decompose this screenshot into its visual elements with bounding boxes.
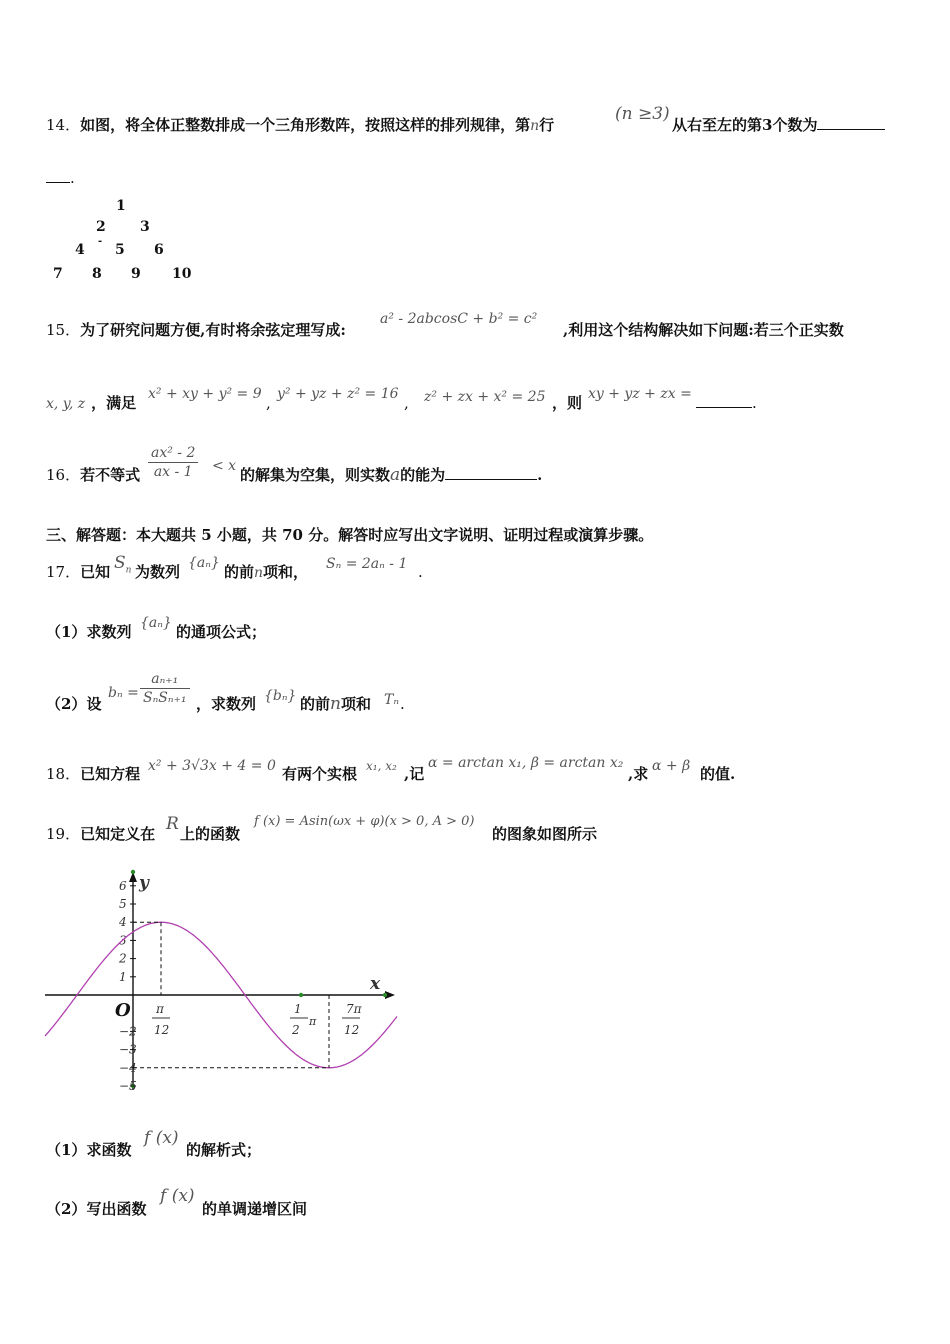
q17-p2-bn-set: {bₙ} bbox=[264, 688, 297, 704]
q15-then: ，则 bbox=[552, 394, 583, 412]
y-tick-label: 1 bbox=[119, 969, 127, 984]
q17-text-c: 的前n项和， bbox=[224, 563, 309, 581]
sine-graph bbox=[40, 862, 440, 1102]
y-tick-label: 5 bbox=[119, 897, 127, 911]
q16-line: 16．若不等式 bbox=[46, 466, 141, 484]
y-tick-label: 3 bbox=[119, 933, 127, 948]
x-tick-numerator: π bbox=[156, 1002, 164, 1016]
tri-3: 3 bbox=[140, 219, 150, 235]
q19-R: R bbox=[166, 814, 179, 834]
q18-roots: x₁, x₂ bbox=[366, 759, 397, 773]
q16-text-b: 的解集为空集，则实数a的能为 . bbox=[240, 465, 543, 485]
q17-p1-an: {aₙ} bbox=[140, 615, 172, 631]
q15-line-1-tail: ,利用这个结构解决如下问题:若三个正实数 bbox=[563, 321, 844, 339]
y-axis-label: y bbox=[139, 873, 149, 893]
q16-rhs: < x bbox=[212, 458, 237, 474]
q19-p1-text-b: 的解析式； bbox=[186, 1141, 262, 1159]
q16-fraction: $\frac{\text{ax² - 2}}{ax - 1}$ bbox=[148, 444, 198, 481]
q15-sep2: , bbox=[404, 394, 409, 412]
q15-eq3: z² + zx + x² = 25 bbox=[424, 389, 546, 405]
q18-equation: x² + 3√3x + 4 = 0 bbox=[148, 758, 276, 774]
q19-p2-text-b: 的单调递增区间 bbox=[202, 1200, 308, 1218]
q19-text-c: 的图象如图所示 bbox=[492, 825, 598, 843]
q17-eq: Sₙ = 2aₙ - 1 bbox=[326, 556, 408, 572]
q17-tail: . bbox=[418, 563, 423, 581]
y-tick-label: 2 bbox=[119, 951, 127, 966]
q15-target: xy + yz + zx = bbox=[588, 386, 692, 402]
q15-line-2: x, y, z ，满足 bbox=[46, 394, 137, 412]
y-axis-end-dot bbox=[131, 870, 135, 874]
q17-p1-text-b: 的通项公式； bbox=[176, 623, 267, 641]
q17-part2: （2）设 bbox=[46, 695, 102, 713]
q15-answer[interactable]: . bbox=[696, 393, 757, 413]
q19-func: f (x) = Asin(ωx + φ)(x > 0, A > 0) bbox=[254, 814, 475, 829]
x-tick-denominator: 12 bbox=[344, 1023, 360, 1037]
q18-text-d: ,求 bbox=[628, 765, 649, 783]
q17-text-b: 为数列 bbox=[135, 563, 181, 581]
q17-Sn: $S_n$ bbox=[114, 553, 132, 576]
q19-p1-f: f (x) bbox=[144, 1128, 179, 1148]
q14-condition: (n ≥3) bbox=[615, 104, 670, 124]
x-axis-end-dot bbox=[383, 993, 387, 997]
q17-p2-bn: bₙ = bbox=[108, 685, 139, 701]
tri-8: 8 bbox=[92, 266, 102, 282]
y-tick-label: −4 bbox=[119, 1060, 137, 1075]
q14-answer-blank[interactable] bbox=[817, 129, 885, 130]
q15-formula: a² - 2abcosC + b² = c² bbox=[380, 311, 538, 327]
q14-line-tail: 从右至左的第3个数为 bbox=[672, 115, 885, 135]
q17-p2-tail: . bbox=[400, 695, 405, 713]
origin-label: O bbox=[115, 1000, 131, 1021]
x-axis-label: x bbox=[370, 974, 381, 994]
q18-text-e: 的值. bbox=[700, 765, 736, 783]
q19-text-b: 上的函数 bbox=[180, 825, 241, 843]
tri-5: 5 bbox=[115, 242, 125, 258]
q14-line: 14．如图，将全体正整数排成一个三角形数阵，按照这样的排列规律，第n行 bbox=[46, 116, 555, 134]
y-tick-label: 4 bbox=[119, 915, 127, 930]
q15-line-1: 15．为了研究问题方便,有时将余弦定理写成: bbox=[46, 321, 346, 339]
q14-blank-continued[interactable]: . bbox=[46, 168, 75, 188]
y-tick-label: −2 bbox=[119, 1024, 137, 1039]
q18-text-b: 有两个实根 bbox=[282, 765, 358, 783]
q19-part2: （2）写出函数 bbox=[46, 1200, 147, 1218]
tri-9: 9 bbox=[131, 266, 141, 282]
y-tick-label: −5 bbox=[119, 1079, 137, 1093]
tri-4: 4 bbox=[75, 242, 85, 258]
q17-p2-fraction: aₙ₊₁ SₙSₙ₊₁ bbox=[140, 670, 190, 707]
y-tick-label: 6 bbox=[119, 878, 127, 893]
y-tick-label: −3 bbox=[119, 1042, 137, 1057]
tri-dot: - bbox=[98, 236, 103, 247]
q18-defs: α = arctan x₁, β = arctan x₂ bbox=[428, 755, 624, 771]
q17-p2-text-b: ，求数列 bbox=[196, 695, 257, 713]
tri-6: 6 bbox=[154, 242, 164, 258]
q14-number: 14． bbox=[46, 116, 81, 134]
x-tick-numerator: 1 bbox=[294, 1002, 302, 1016]
x-tick-numerator: 7π bbox=[346, 1002, 362, 1016]
q15-sep1: , bbox=[266, 394, 271, 412]
q17-p2-Tn: Tₙ bbox=[384, 692, 400, 708]
x-tick-dot bbox=[299, 993, 303, 997]
tri-10: 10 bbox=[172, 266, 192, 282]
q15-eq2: y² + yz + z² = 16 bbox=[277, 386, 399, 402]
tri-7: 7 bbox=[53, 266, 63, 282]
q17-an: {aₙ} bbox=[188, 555, 220, 571]
section-3-heading: 三、解答题：本大题共 5 小题，共 70 分。解答时应写出文字说明、证明过程或演算步骤。 bbox=[46, 526, 654, 544]
q19-part1: （1）求函数 bbox=[46, 1141, 132, 1159]
tri-2: 2 bbox=[96, 219, 106, 235]
x-tick-suffix: π bbox=[309, 1015, 317, 1028]
x-tick-denominator: 2 bbox=[292, 1023, 300, 1037]
q16-answer-blank[interactable] bbox=[445, 479, 537, 480]
q15-eq1: x² + xy + y² = 9 bbox=[148, 386, 262, 402]
q17-p2-text-c: 的前n项和 bbox=[300, 694, 371, 714]
q18-target: α + β bbox=[652, 758, 691, 774]
tri-1: 1 bbox=[116, 198, 126, 214]
q18-text-c: ,记 bbox=[404, 765, 425, 783]
q17-part1: （1）求数列 bbox=[46, 623, 132, 641]
q19-line: 19．已知定义在 bbox=[46, 825, 156, 843]
q17-line: 17．已知 bbox=[46, 563, 111, 581]
q19-p2-f: f (x) bbox=[160, 1186, 195, 1206]
x-tick-denominator: 12 bbox=[154, 1023, 170, 1037]
q18-line: 18．已知方程 bbox=[46, 765, 141, 783]
